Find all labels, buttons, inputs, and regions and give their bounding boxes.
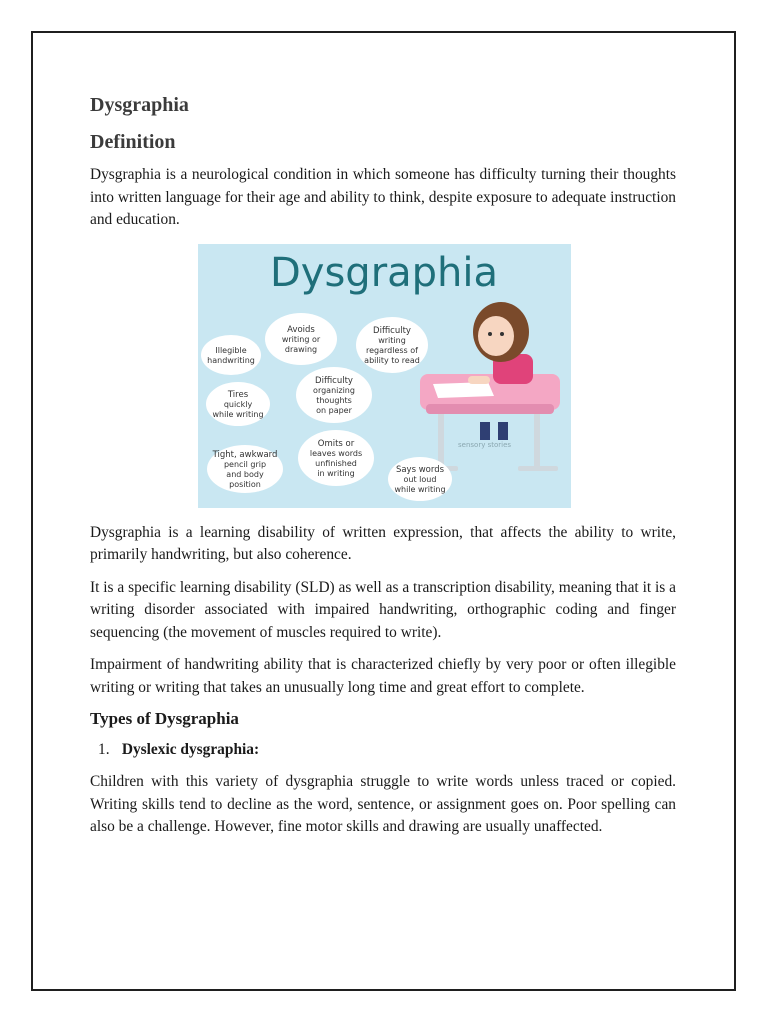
bubble-text: out loud — [403, 474, 437, 484]
bubble-text: position — [229, 479, 261, 489]
bubble-text: unfinished — [315, 458, 357, 468]
symptom-bubble — [388, 457, 452, 501]
bubble-text: thoughts — [316, 395, 352, 405]
bubble-text: regardless of — [366, 345, 418, 355]
bubble-text: handwriting — [207, 355, 255, 365]
infographic-watermark: sensory stories — [458, 440, 512, 449]
bubble-text: Says words — [395, 464, 445, 475]
document-title: Dysgraphia — [90, 94, 189, 116]
infographic-svg — [198, 244, 571, 508]
bubble-text: ability to read — [364, 355, 420, 365]
definition-paragraph: Dysgraphia is a neurological condition in which someone has difficulty turning their thoughts into written language for their age and ability to think, despite exposure to adequate instruction and education. — [90, 166, 676, 228]
dyslexic-dysgraphia-paragraph: Children with this variety of dysgraphia struggle to write words unless traced or copied. Writing skills tend to decline as the word, sentence, or assignment goes on. Poor spelling can also be a challenge. However, fine motor skills and drawing are usually unaffected. — [90, 773, 676, 835]
bubble-text: quickly — [223, 399, 253, 409]
bubble-text: Tires — [227, 389, 249, 400]
infographic-title: Dysgraphia — [269, 249, 499, 296]
bubble-text: organizing — [313, 385, 355, 395]
bubble-text: Omits or — [317, 438, 355, 449]
bubble-text: in writing — [317, 468, 355, 478]
bubble-text: Illegible — [215, 345, 247, 355]
bubble-text: leaves words — [309, 448, 363, 458]
symptom-bubble — [206, 382, 270, 426]
bubble-text: writing or — [281, 334, 321, 344]
type-number: 1. — [98, 741, 110, 758]
bubble-text: Avoids — [287, 324, 315, 335]
bubble-text: Difficulty — [373, 325, 411, 336]
symptom-bubble — [265, 313, 337, 365]
bubble-text: while writing — [394, 484, 446, 494]
symptom-bubble — [296, 367, 372, 423]
symptom-bubble — [201, 335, 261, 375]
dysgraphia-infographic — [198, 244, 571, 508]
sld-paragraph: It is a specific learning disability (SLD) as well as a transcription disability, meaning that it is a writing disorder associated with impaired handwriting, orthographic coding and finger sequencing (the movement of muscles required to write). — [90, 578, 676, 641]
bubble-text: Tight, awkward — [212, 449, 278, 460]
bubble-text: Difficulty — [315, 375, 353, 386]
bubble-text: on paper — [316, 405, 352, 415]
type-list-item — [98, 741, 676, 759]
type-label: Dyslexic dysgraphia: — [121, 741, 260, 758]
symptom-bubble — [356, 317, 428, 373]
symptom-bubble — [207, 445, 283, 493]
bubble-text: drawing — [284, 344, 318, 354]
learning-disability-paragraph: Dysgraphia is a learning disability of written expression, that affects the ability to write, primarily handwriting, but also coherence. — [90, 523, 676, 563]
definition-heading: Definition — [90, 131, 176, 153]
symptom-bubble — [298, 430, 374, 486]
bubble-text: pencil grip — [223, 459, 267, 469]
bubble-text: and body — [226, 469, 264, 479]
types-heading: Types of Dysgraphia — [90, 709, 239, 728]
document-body — [90, 94, 676, 849]
bubble-text: while writing — [212, 409, 264, 419]
bubble-text: writing — [378, 335, 406, 345]
impairment-paragraph: Impairment of handwriting ability that is characterized chiefly by very poor or often illegible writing or writing that takes an unusually long time and great effort to complete. — [90, 656, 676, 696]
